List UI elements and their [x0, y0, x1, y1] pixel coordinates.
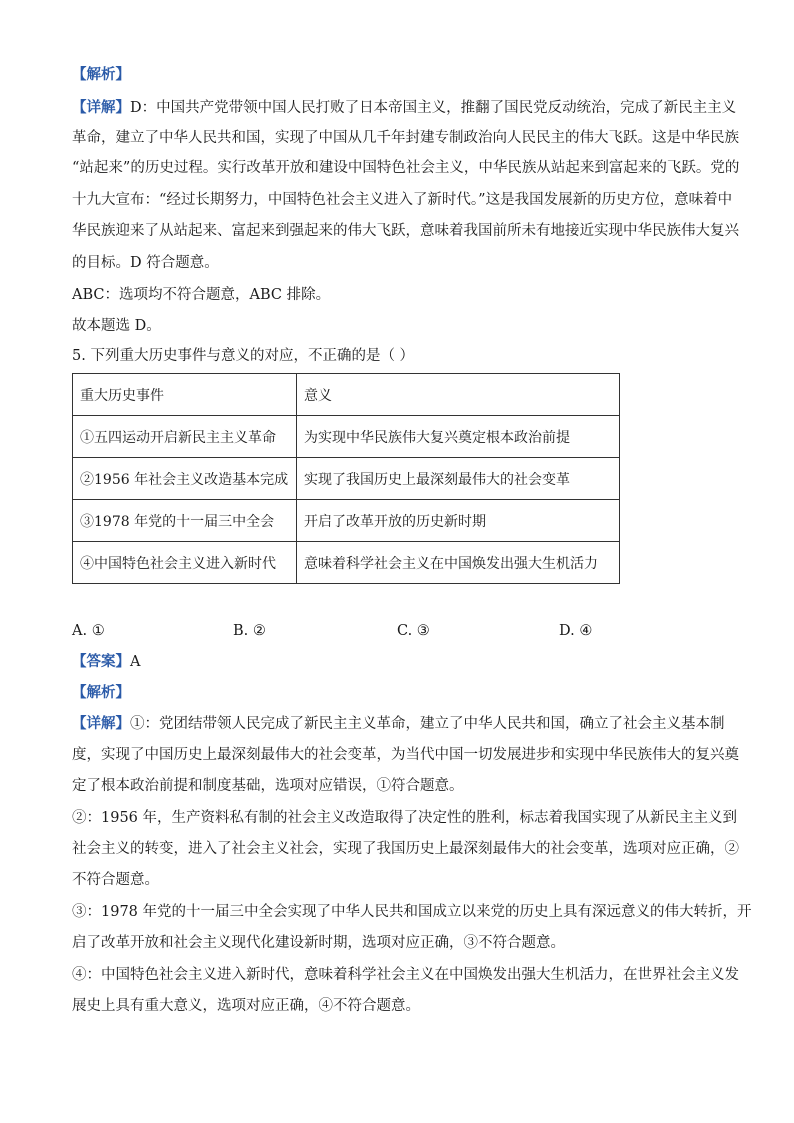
table-row [73, 542, 620, 584]
explanation-line: “站起来”的历史过程。实行改革开放和建设中国特色社会主义，中华民族从站起来到富起来的飞跃。党的 [72, 160, 740, 176]
table-row [73, 458, 620, 500]
explanation-line: 定了根本政治前提和制度基础，选项对应错误，①符合题意。 [72, 778, 464, 794]
analysis-heading: 【解析】 [72, 66, 130, 83]
explanation-line: 【详解】D：中国共产党带领中国人民打败了日本帝国主义，推翻了国民党反动统治，完成了新民主主义 [72, 99, 737, 116]
explanation-line: 革命，建立了中华人民共和国，实现了中国从几千年封建专制政治向人民民主的伟大飞跃。这是中华民族 [72, 130, 739, 146]
table-header-cell: 重大历史事件 [73, 374, 297, 416]
explanation-line: 展史上具有重大意义，选项对应正确，④不符合题意。 [72, 998, 420, 1014]
table-row [73, 500, 620, 542]
table-cell: ④中国特色社会主义进入新时代 [73, 542, 297, 584]
table-cell: 意味着科学社会主义在中国焕发出强大生机活力 [297, 542, 620, 584]
explanation-line: 十九大宣布：“经过长期努力，中国特色社会主义进入了新时代。”这是我国发展新的历史方位，意味着中 [72, 192, 733, 208]
explanation-line: 【详解】①：党团结带领人民完成了新民主主义革命，建立了中华人民共和国，确立了社会主义基本制 [72, 715, 725, 732]
explanation-line: ④：中国特色社会主义进入新时代，意味着科学社会主义在中国焕发出强大生机活力，在世界社会主义发 [72, 967, 739, 983]
explanation-line: 不符合题意。 [72, 872, 159, 888]
explanation-line: ABC：选项均不符合题意，ABC 排除。 [72, 287, 331, 303]
table-header-row [73, 374, 620, 416]
table-cell: ②1956 年社会主义改造基本完成 [73, 458, 297, 500]
conclusion-line: 故本题选 D。 [72, 318, 161, 334]
events-table [72, 373, 620, 584]
option-b: B. ② [233, 623, 266, 639]
option-d: D. ④ [559, 623, 593, 639]
explanation-line: 启了改革开放和社会主义现代化建设新时期，选项对应正确，③不符合题意。 [72, 935, 565, 951]
option-a: A. ① [72, 623, 105, 639]
option-c: C. ③ [397, 623, 430, 639]
table-cell: ①五四运动开启新民主主义革命 [73, 416, 297, 458]
explanation-line: ③：1978 年党的十一届三中全会实现了中华人民共和国成立以来党的历史上具有深远意义的伟大转折，开 [72, 904, 752, 920]
analysis-heading: 【解析】 [72, 684, 130, 701]
explanation-line: 社会主义的转变，进入了社会主义社会，实现了我国历史上最深刻最伟大的社会变革，选项对应正确，② [72, 841, 739, 857]
answer-line: 【答案】A [72, 653, 141, 670]
explanation-line: ②：1956 年，生产资料私有制的社会主义改造取得了决定性的胜利，标志着我国实现了从新民主主义到 [72, 810, 738, 826]
table-row [73, 416, 620, 458]
explanation-line: 华民族迎来了从站起来、富起来到强起来的伟大飞跃，意味着我国前所未有地接近实现中华民族伟大复兴 [72, 223, 739, 239]
table-cell: ③1978 年党的十一届三中全会 [73, 500, 297, 542]
explanation-line: 度，实现了中国历史上最深刻最伟大的社会变革，为当代中国一切发展进步和实现中华民族伟大的复兴奠 [72, 747, 739, 763]
table-cell: 为实现中华民族伟大复兴奠定根本政治前提 [297, 416, 620, 458]
explanation-line: 的目标。D 符合题意。 [72, 255, 219, 271]
answer-options [72, 621, 732, 641]
table-cell: 开启了改革开放的历史新时期 [297, 500, 620, 542]
table-header-cell: 意义 [297, 374, 620, 416]
table-cell: 实现了我国历史上最深刻最伟大的社会变革 [297, 458, 620, 500]
question-stem: 5. 下列重大历史事件与意义的对应，不正确的是（ ） [72, 348, 415, 364]
